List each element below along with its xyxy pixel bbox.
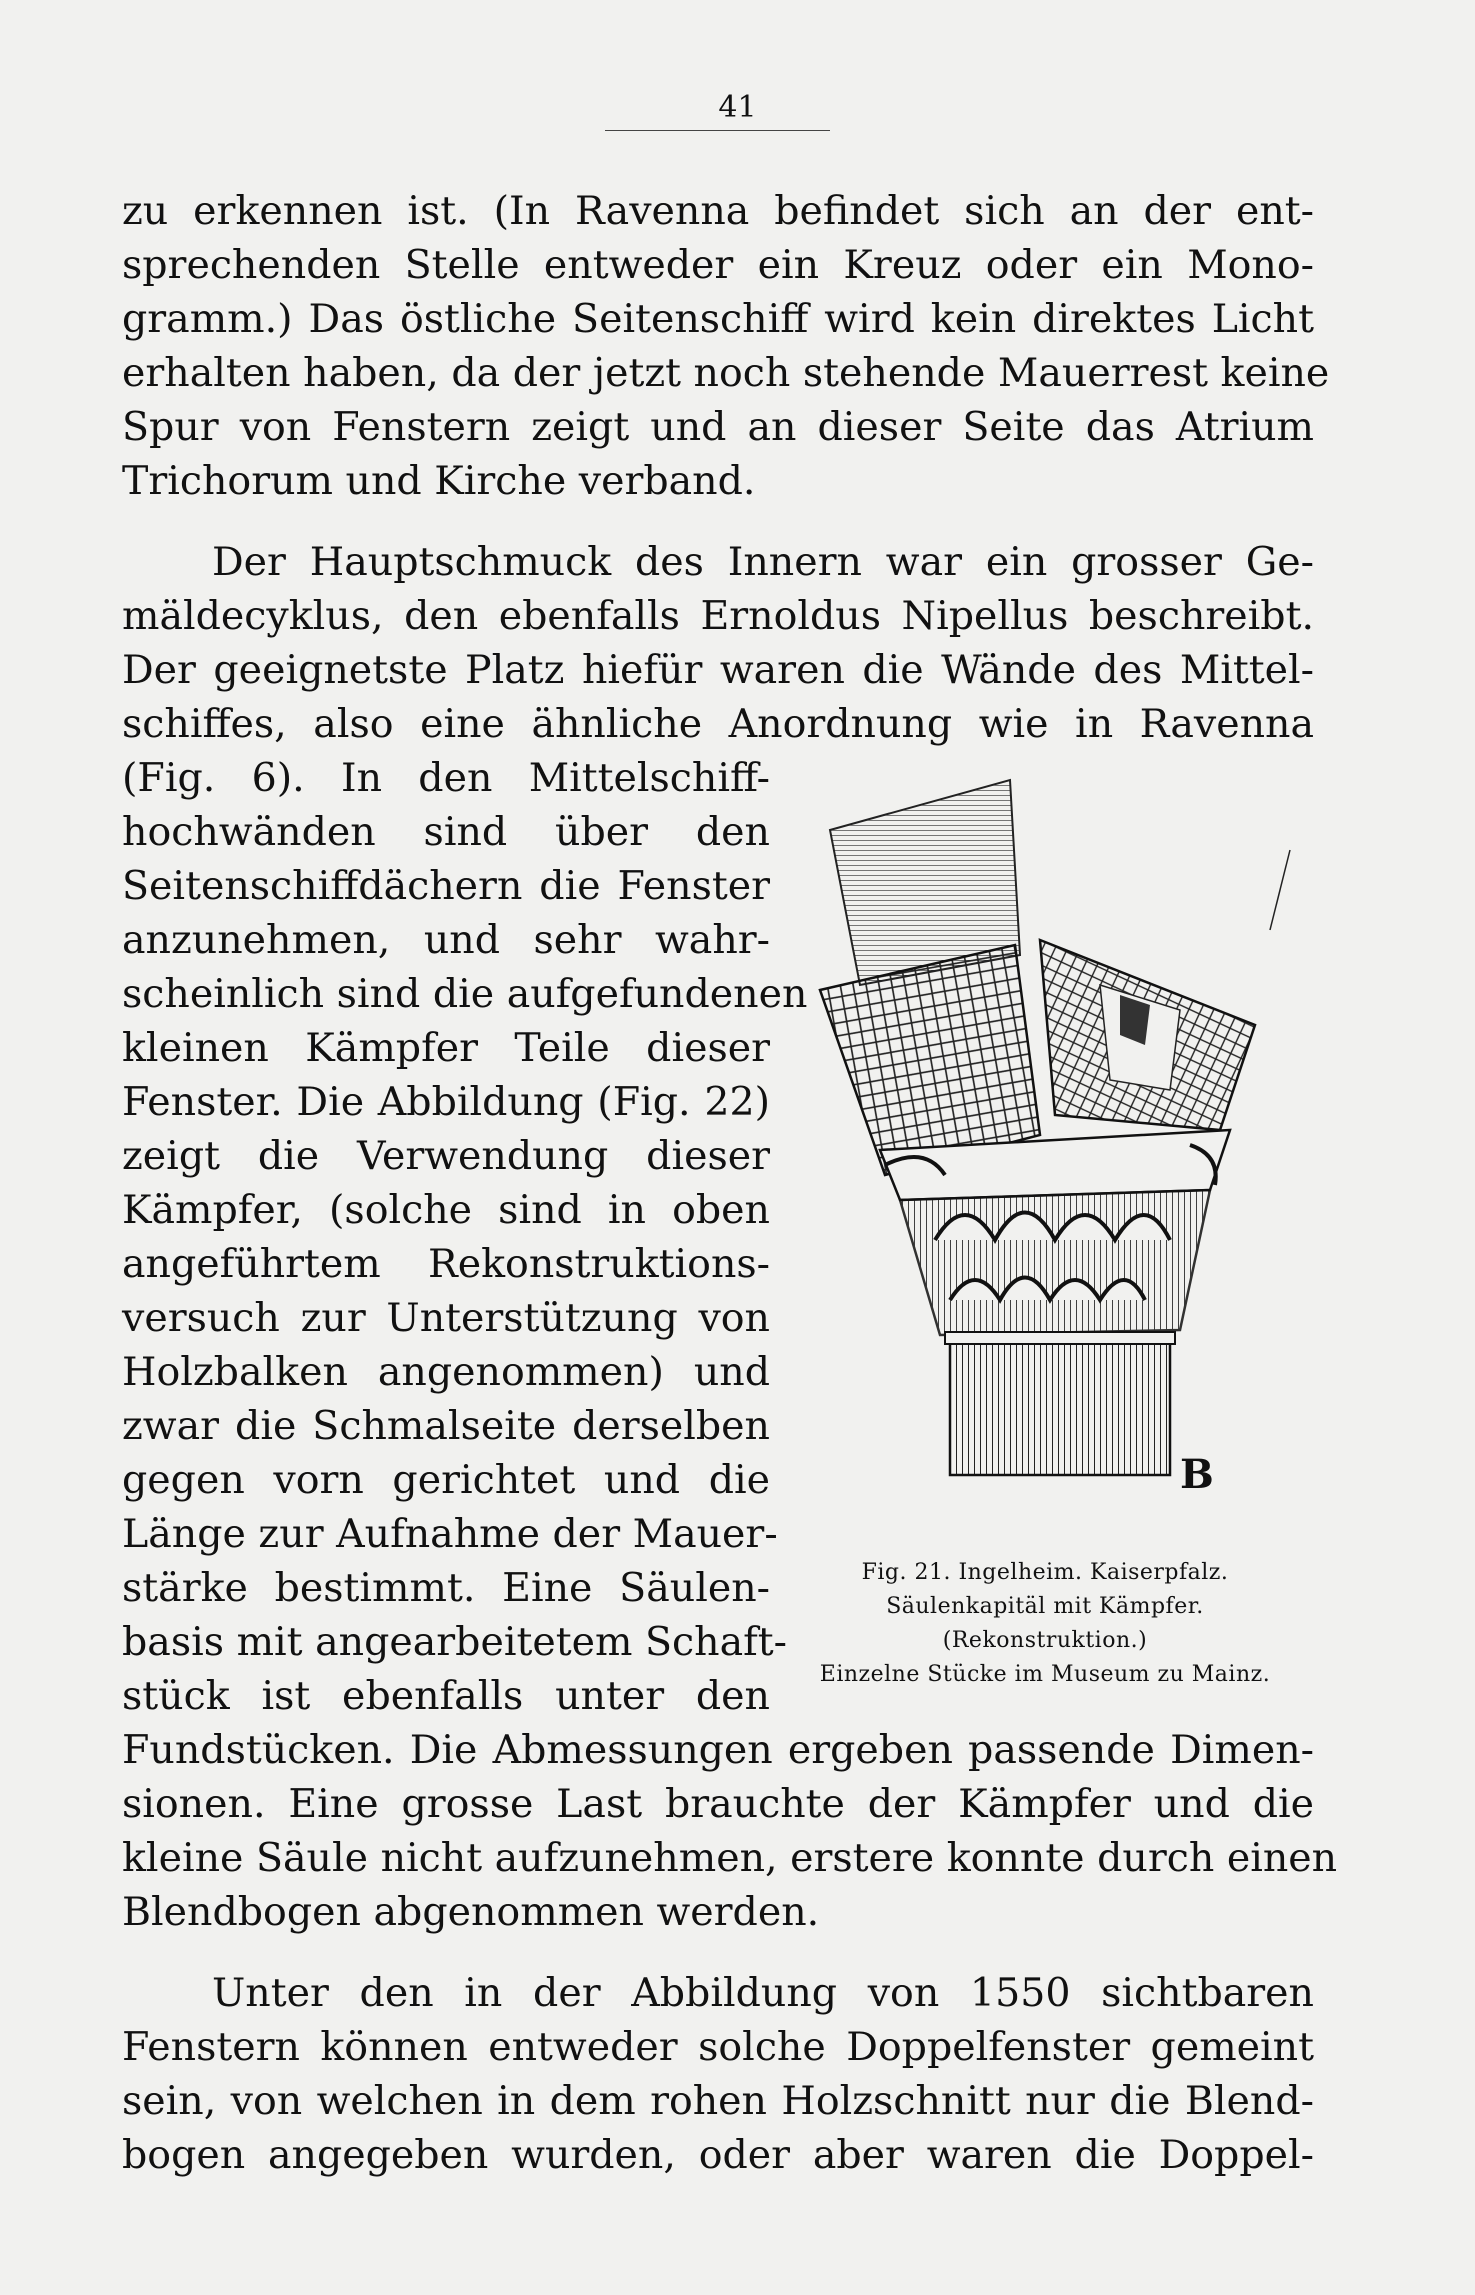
text-line: zwar die Schmalseite derselben (122, 1403, 770, 1449)
text-line: Fenstern können entweder solche Doppelfenster gemeint (122, 2024, 1314, 2070)
text-line: scheinlich sind die aufgefundenen (122, 971, 808, 1017)
text-line: basis mit angearbeitetem Schaft- (122, 1619, 787, 1665)
text-line: zu erkennen ist. (In Ravenna befindet sich an der ent- (122, 188, 1314, 234)
text-line: kleinen Kämpfer Teile dieser (122, 1025, 770, 1071)
text-line: mäldecyklus, den ebenfalls Ernoldus Nipellus beschreibt. (122, 593, 1314, 639)
text-line: kleine Säule nicht aufzunehmen, erstere konnte durch einen (122, 1835, 1338, 1881)
text-line: sionen. Eine grosse Last brauchte der Kämpfer und die (122, 1781, 1314, 1827)
text-line: Seitenschiffdächern die Fenster (122, 863, 770, 909)
text-line: sprechenden Stelle entweder ein Kreuz oder ein Mono- (122, 242, 1314, 288)
text-line: sein, von welchen in dem rohen Holzschnitt nur die Blend- (122, 2078, 1314, 2124)
text-line: Der geeignetste Platz hiefür waren die Wände des Mittel- (122, 647, 1314, 693)
text-line: Kämpfer, (solche sind in oben (122, 1187, 770, 1233)
figure-caption-line: Fig. 21. Ingelheim. Kaiserpfalz. (861, 1560, 1229, 1585)
capital-drawing (770, 770, 1330, 1530)
text-line: Der Hauptschmuck des Innern war ein grosser Ge- (212, 539, 1314, 585)
text-line: Blendbogen abgenommen werden. (122, 1889, 820, 1935)
text-line: schiffes, also eine ähnliche Anordnung wie in Ravenna (122, 701, 1314, 747)
text-line: anzunehmen, und sehr wahr- (122, 917, 770, 963)
text-line: Fundstücken. Die Abmessungen ergeben passende Dimen- (122, 1727, 1314, 1773)
text-line: Holzbalken angenommen) und (122, 1349, 770, 1395)
text-line: versuch zur Unterstützung von (122, 1295, 770, 1341)
text-line: Trichorum und Kirche verband. (122, 458, 756, 504)
text-line: angeführtem Rekonstruktions- (122, 1241, 770, 1287)
page-number: 41 (718, 90, 757, 125)
text-line: erhalten haben, da der jetzt noch stehende Mauerrest keine (122, 350, 1330, 396)
text-line: Spur von Fenstern zeigt und an dieser Seite das Atrium (122, 404, 1314, 450)
text-line: gegen vorn gerichtet und die (122, 1457, 770, 1503)
figure-monogram: B (1180, 1451, 1215, 1498)
figure-caption-line: Säulenkapitäl mit Kämpfer. (886, 1594, 1204, 1619)
text-line: hochwänden sind über den (122, 809, 770, 855)
figure-capital-illustration (770, 770, 1330, 1530)
text-line: stärke bestimmt. Eine Säulen- (122, 1565, 770, 1611)
page-number-rule (605, 130, 830, 131)
figure-caption-line: (Rekonstruktion.) (942, 1628, 1148, 1653)
text-line: zeigt die Verwendung dieser (122, 1133, 770, 1179)
text-line: bogen angegeben wurden, oder aber waren die Doppel- (122, 2132, 1314, 2178)
figure-caption-line: Einzelne Stücke im Museum zu Mainz. (819, 1662, 1271, 1687)
text-line: Länge zur Aufnahme der Mauer- (122, 1511, 778, 1557)
text-line: (Fig. 6). In den Mittelschiff- (122, 755, 770, 801)
text-line: Unter den in der Abbildung von 1550 sichtbaren (212, 1970, 1314, 2016)
text-line: Fenster. Die Abbildung (Fig. 22) (122, 1079, 770, 1125)
text-line: stück ist ebenfalls unter den (122, 1673, 770, 1719)
text-line: gramm.) Das östliche Seitenschiff wird kein direktes Licht (122, 296, 1314, 342)
